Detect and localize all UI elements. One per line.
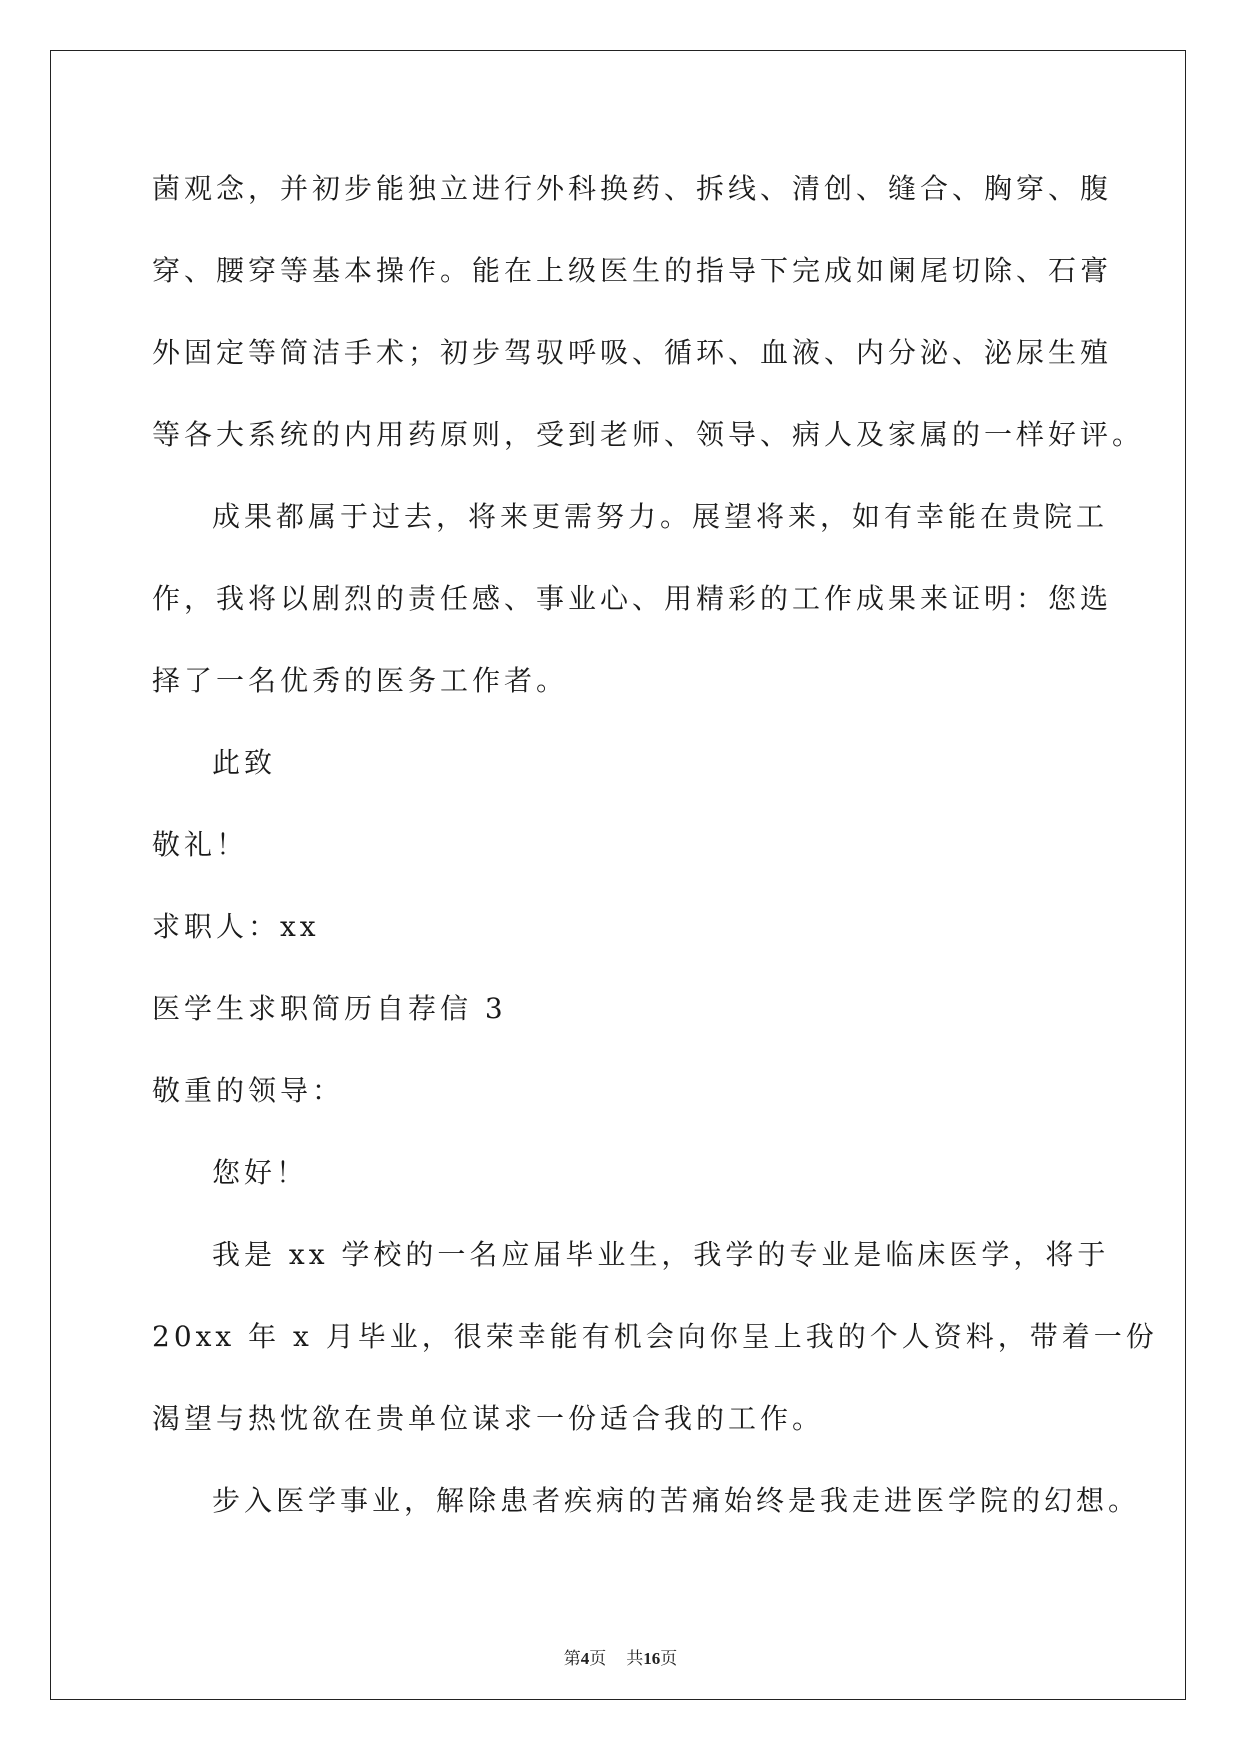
closing-regards: 敬礼！ (152, 828, 249, 861)
paragraph-start: 步入医学事业，解除患者疾病的苦痛始终是我走进医学院的幻想。 (212, 1484, 1141, 1517)
closing-salutation: 此致 (212, 746, 277, 779)
section-title: 医学生求职简历自荐信 3 (152, 992, 507, 1025)
footer-page-prefix: 第 (563, 1649, 581, 1669)
footer-page-suffix: 页 (589, 1649, 607, 1669)
footer-total-pages: 16 (643, 1649, 661, 1668)
page-footer (0, 1644, 1241, 1669)
text-line: 20xx 年 x 月毕业，很荣幸能有机会向你呈上我的个人资料，带着一份 (152, 1320, 1158, 1353)
text-line: 渴望与热忱欲在贵单位谋求一份适合我的工作。 (152, 1402, 825, 1435)
text-line: 作，我将以剧烈的责任感、事业心、用精彩的工作成果来证明：您选 (152, 582, 1113, 615)
text-line: 择了一名优秀的医务工作者。 (152, 664, 569, 697)
text-line: 菌观念，并初步能独立进行外科换药、拆线、清创、缝合、胸穿、腹 (152, 172, 1113, 205)
paragraph-start: 我是 xx 学校的一名应届毕业生，我学的专业是临床医学，将于 (212, 1238, 1110, 1271)
footer-total-suffix: 页 (660, 1649, 678, 1669)
text-line: 穿、腰穿等基本操作。能在上级医生的指导下完成如阑尾切除、石膏 (152, 254, 1113, 287)
text-line: 等各大系统的内用药原则，受到老师、领导、病人及家属的一样好评。 (152, 418, 1145, 451)
signature-line: 求职人：xx (152, 910, 320, 943)
text-line: 外固定等简洁手术；初步驾驭呼吸、循环、血液、内分泌、泌尿生殖 (152, 336, 1113, 369)
greeting: 您好！ (212, 1156, 309, 1189)
greeting-recipient: 敬重的领导： (152, 1074, 345, 1107)
document-body (152, 148, 1158, 1542)
footer-page-number: 4 (580, 1649, 590, 1668)
paragraph-start: 成果都属于过去，将来更需努力。展望将来，如有幸能在贵院工 (212, 500, 1109, 533)
footer-total-prefix: 共 (626, 1649, 644, 1669)
